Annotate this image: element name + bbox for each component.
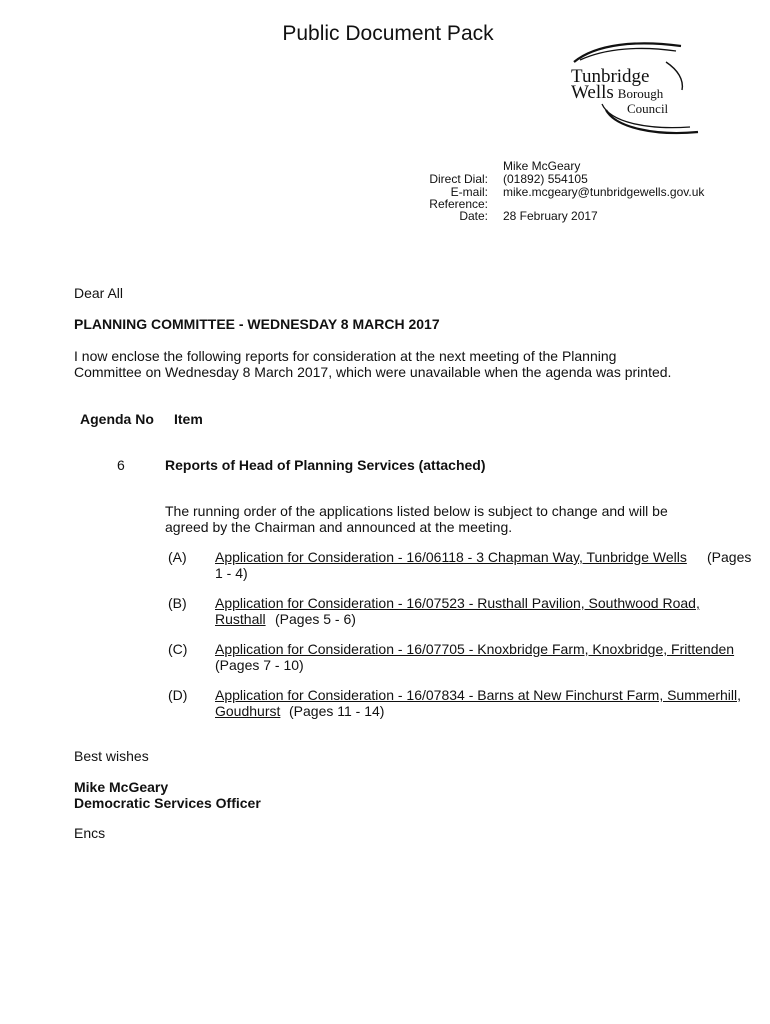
application-link[interactable]: Application for Consideration - 16/06118 - 3 Chapman Way, Tunbridge Wells (215, 549, 687, 565)
application-pages: (Pages (707, 549, 752, 565)
closing: Best wishes (74, 748, 149, 764)
agenda-number: 6 (117, 457, 125, 473)
signatory-name: Mike McGeary (74, 779, 169, 795)
running-order-line-2: agreed by the Chairman and announced at the meeting. (165, 519, 513, 535)
council-logo (566, 40, 701, 136)
logo-text-wells-word: Wells (571, 82, 614, 103)
contact-value-email[interactable]: mike.mcgeary@tunbridgewells.gov.uk (503, 185, 705, 199)
intro-line-1: I now enclose the following reports for consideration at the next meeting of the Planning (74, 348, 617, 364)
enclosures: Encs (74, 825, 106, 841)
application-link-continued[interactable]: Goudhurst (215, 703, 281, 719)
application-link-continued[interactable]: Rusthall (215, 611, 266, 627)
application-pages: 1 - 4) (215, 565, 248, 581)
contact-label: Reference: (429, 197, 488, 211)
contact-label: Direct Dial: (429, 172, 488, 186)
agenda-no-header: Agenda No (80, 411, 154, 427)
running-order-line-1: The running order of the applications listed below is subject to change and will be (165, 503, 668, 519)
subject-heading: PLANNING COMMITTEE - WEDNESDAY 8 MARCH 2017 (74, 316, 440, 332)
application-letter: (A) (168, 549, 187, 565)
application-link[interactable]: Application for Consideration - 16/07523 - Rusthall Pavilion, Southwood Road, (215, 595, 700, 611)
intro-line-2: Committee on Wednesday 8 March 2017, which were unavailable when the agenda was printed. (74, 364, 672, 380)
logo-text-tunbridge: Tunbridge (571, 66, 650, 87)
signatory-role: Democratic Services Officer (74, 795, 261, 811)
logo-text-borough: Borough (617, 86, 664, 101)
application-pages: (Pages 5 - 6) (275, 611, 356, 627)
application-letter: (C) (168, 641, 188, 657)
application-letter: (B) (168, 595, 187, 611)
application-pages: (Pages 11 - 14) (289, 703, 385, 719)
agenda-item-title: Reports of Head of Planning Services (attached) (165, 457, 486, 473)
contact-label: Date: (459, 209, 488, 223)
contact-label: E-mail: (450, 185, 488, 199)
document-title: Public Document Pack (282, 22, 494, 45)
application-link[interactable]: Application for Consideration - 16/07705 - Knoxbridge Farm, Knoxbridge, Frittenden (215, 641, 735, 657)
application-pages: (Pages 7 - 10) (215, 657, 304, 673)
application-link[interactable]: Application for Consideration - 16/07834 - Barns at New Finchurst Farm, Summerhill, (215, 687, 741, 703)
agenda-item-header: Item (174, 411, 203, 427)
salutation: Dear All (74, 285, 124, 301)
contact-value-phone: (01892) 554105 (503, 172, 588, 186)
contact-value-name: Mike McGeary (503, 159, 581, 173)
contact-value-date: 28 February 2017 (503, 209, 598, 223)
application-letter: (D) (168, 687, 188, 703)
logo-text-council: Council (627, 101, 669, 116)
